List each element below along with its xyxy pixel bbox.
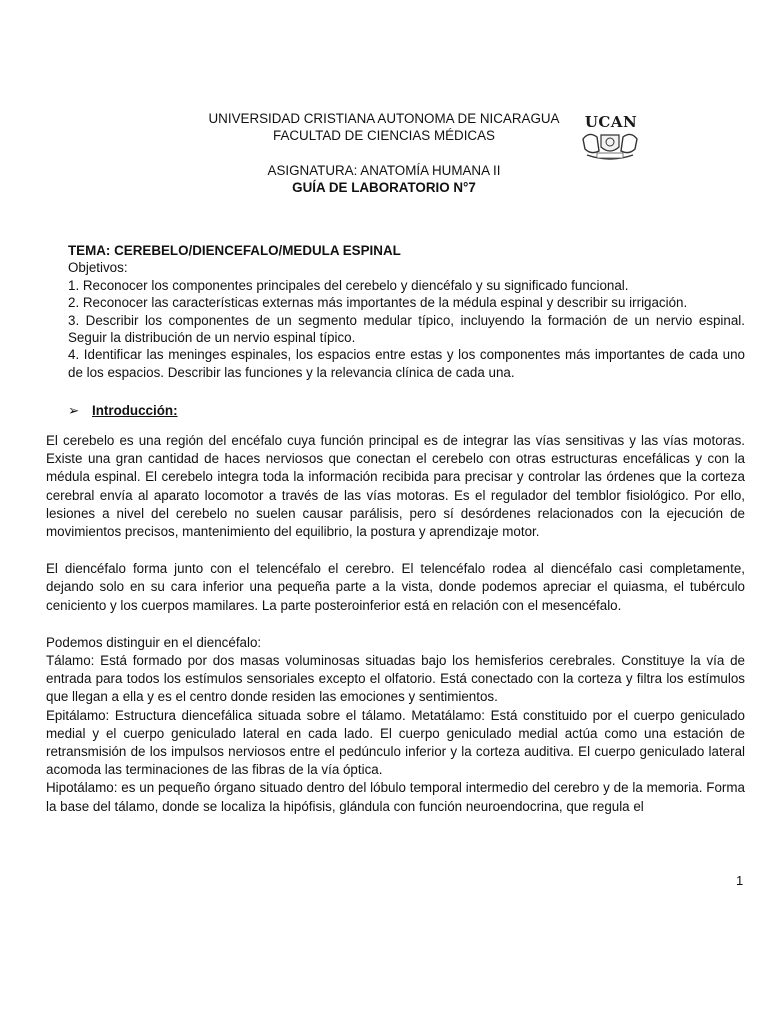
subject-title: ASIGNATURA: ANATOMÍA HUMANA II <box>267 163 501 178</box>
paragraph-distinguir: Podemos distinguir en el diencéfalo: <box>46 634 262 650</box>
topic-title: TEMA: CEREBELO/DIENCEFALO/MEDULA ESPINAL <box>68 243 401 258</box>
document-header <box>0 110 768 196</box>
paragraph-diencefalo: El diencéfalo forma junto con el telencéfalo el cerebro. El telencéfalo rodea al diencéfalo casi completamente, dejando solo en su cara inferior una pequeña parte a la vista, donde podemos apreciar el quiasma, el tubérculo ceniciento y los cuerpos mamilares. La parte posteroinferior está en relación con el mesencéfalo. <box>46 561 745 613</box>
page-number: 1 <box>736 873 744 888</box>
objectives-label: Objetivos: <box>68 260 128 276</box>
faculty-name: FACULTAD DE CIENCIAS MÉDICAS <box>273 128 495 143</box>
arrow-bullet-icon: ➢ <box>68 403 80 418</box>
university-name: UNIVERSIDAD CRISTIANA AUTONOMA DE NICARAGUA <box>208 111 560 126</box>
introduction-title: Introducción: <box>92 403 178 418</box>
objective-item: 3. Describir los componentes de un segmento medular típico, incluyendo la formación de un nervio espinal. Seguir la distribución de un nervio espinal típico. <box>68 312 745 346</box>
body-text <box>46 432 745 816</box>
logo-wordmark: UCAN <box>584 113 638 131</box>
objective-item: 1. Reconocer los componentes principales del cerebelo y diencéfalo y su significado funcional. <box>68 277 629 293</box>
lab-guide-title: GUÍA DE LABORATORIO N°7 <box>292 180 476 195</box>
paragraph-cerebelo: El cerebelo es una región del encéfalo cuya función principal es de integrar las vías sensitivas y las vías motoras. Existe una gran cantidad de haces nerviosos que conectan el cerebelo con otras estructuras encefálicas y con la médula espinal. El cerebelo integra toda la información recibida para precisar y controlar las órdenes que la corteza cerebral envía al aparato locomotor a través de las vías motoras. Es el regulador del temblor fisiológico. Por ello, lesiones a nivel del cerebelo no suelen causar parálisis, pero sí desórdenes relacionados con la ejecución de movimientos precisos, mantenimiento del equilibrio, la postura y aprendizaje motor. <box>46 433 745 540</box>
objectives-section <box>68 242 745 381</box>
ucan-logo <box>577 113 643 161</box>
logo-emblem-icon <box>577 129 643 161</box>
introduction-heading <box>68 402 178 420</box>
paragraph-talamo: Tálamo: Está formado por dos masas voluminosas situadas bajo los hemisferios cerebrales. Constituye la vía de entrada para todos los estímulos sensoriales excepto el olfatorio. Está conectado con la corteza y filtra los estímulos que llegan a ella y es el centro donde residen las emociones y sentimientos. <box>46 653 745 705</box>
paragraph-epitalamo: Epitálamo: Estructura diencefálica situada sobre el tálamo. Metatálamo: Está constituido por el cuerpo geniculado medial y el cuerpo geniculado lateral en cada lado. El cuerpo geniculado medial actúa como una estación de retransmisión de los impulsos nerviosos entre el pedúnculo inferior y la corteza auditiva. El cuerpo geniculado lateral acomoda las terminaciones de las fibras de la vía óptica. <box>46 707 745 778</box>
objective-item: 4. Identificar las meninges espinales, los espacios entre estas y los componentes más importantes de cada uno de los espacios. Describir las funciones y la relevancia clínica de cada una. <box>68 347 745 380</box>
paragraph-hipotalamo: Hipotálamo: es un pequeño órgano situado dentro del lóbulo temporal intermedio del cerebro y de la memoria. Forma la base del tálamo, donde se localiza la hipófisis, glándula con función neuroendocrina, que regula el <box>46 780 745 814</box>
objective-item: 2. Reconocer las características externas más importantes de la médula espinal y describir su irrigación. <box>68 295 688 311</box>
